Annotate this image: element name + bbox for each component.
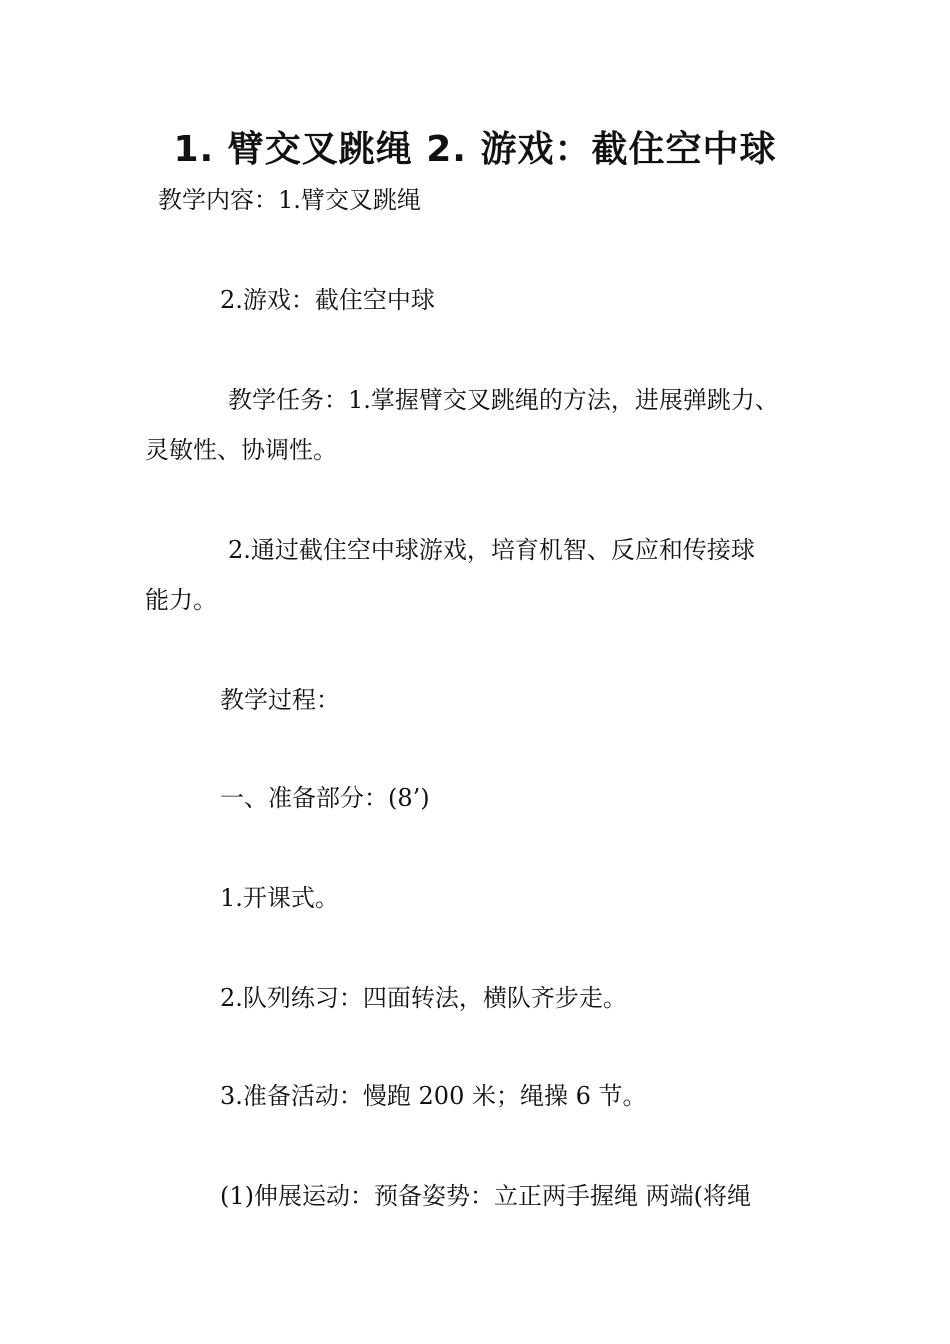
teaching-content-line: 教学内容：1.臂交叉跳绳 xyxy=(158,186,421,214)
list-item-opening: 1.开课式。 xyxy=(220,884,339,912)
teaching-task-line-2-cont: 能力。 xyxy=(145,586,217,614)
list-item-stretch: (1)伸展运动：预备姿势：立正两手握绳 两端(将绳 xyxy=(220,1182,751,1210)
list-item-drill: 2.队列练习：四面转法，横队齐步走。 xyxy=(220,984,627,1012)
document-title: 1. 臂交叉跳绳 2. 游戏：截住空中球 xyxy=(173,129,777,170)
teaching-task-line-2: 2.通过截住空中球游戏，培育机智、反应和传接球 xyxy=(228,536,755,564)
teaching-task-line-1: 教学任务：1.掌握臂交叉跳绳的方法，进展弹跳力、 xyxy=(228,386,779,414)
teaching-task-line-1-cont: 灵敏性、协调性。 xyxy=(145,436,337,464)
teaching-content-item-2: 2.游戏：截住空中球 xyxy=(220,286,435,314)
preparation-section-heading: 一、准备部分：(8’) xyxy=(220,784,430,812)
teaching-process-heading: 教学过程： xyxy=(220,686,340,714)
list-item-warmup: 3.准备活动：慢跑 200 米；绳操 6 节。 xyxy=(220,1082,647,1110)
